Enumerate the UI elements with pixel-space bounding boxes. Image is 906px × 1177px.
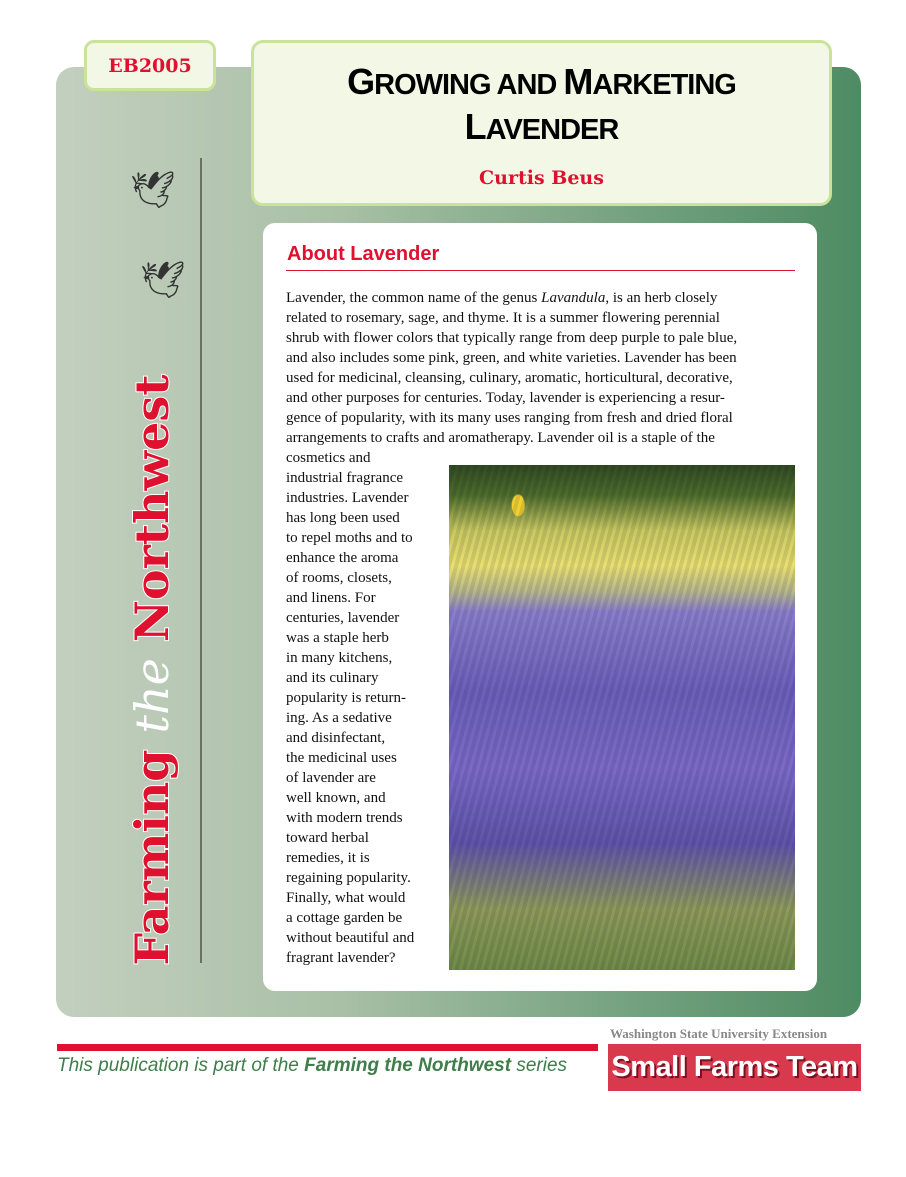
wsu-extension: Washington State University Extension	[610, 1026, 828, 1041]
text-line: gence of popularity, with its many uses ranging from fresh and dried floral	[286, 410, 733, 426]
text-line: in many kitchens,	[286, 650, 393, 666]
text-line: a cottage garden be	[286, 910, 403, 926]
text-line: and also includes some pink, green, and white varieties. Lavender has been	[286, 350, 737, 366]
text-line: toward herbal	[286, 830, 369, 846]
text-line: popularity is return-	[286, 690, 406, 706]
text-line: cosmetics and	[286, 450, 371, 466]
text-line: and linens. For	[286, 590, 376, 606]
text-line: used for medicinal, cleansing, culinary, aromatic, horticultural, decorative,	[286, 370, 733, 386]
body-text-column	[286, 448, 414, 968]
text-line: the medicinal uses	[286, 750, 397, 766]
text-line: and other purposes for centuries. Today, lavender is experiencing a resur-	[286, 390, 725, 406]
text-line: to repel moths and to	[286, 530, 413, 546]
document-title: GROWING AND MARKETING LAVENDER	[347, 61, 736, 147]
text-line: was a staple herb	[286, 630, 389, 646]
text-line: regaining popularity.	[286, 870, 411, 886]
bird-icon: 🕊	[130, 170, 176, 210]
text-line: and its culinary	[286, 670, 379, 686]
text-line: Lavender, the common name of the genus Lavandula, is an herb closely	[286, 290, 718, 306]
text-line: has long been used	[286, 510, 400, 526]
content-card	[263, 223, 817, 991]
lavender-field-photo	[449, 465, 795, 970]
publication-code: EB2005	[84, 40, 216, 91]
text-line: with modern trends	[286, 810, 403, 826]
footer-rule	[57, 1044, 598, 1051]
series-logo: Farming the Northwest	[125, 374, 179, 966]
bird-icon: 🕊	[140, 260, 186, 300]
text-line: fragrant lavender?	[286, 950, 396, 966]
text-line: enhance the aroma	[286, 550, 399, 566]
text-line: remedies, it is	[286, 850, 370, 866]
text-line: industrial fragrance	[286, 470, 404, 486]
small-farms-team-logo: Small Farms Team	[608, 1044, 861, 1091]
text-line: centuries, lavender	[286, 610, 400, 626]
title-box	[251, 40, 832, 206]
author: Curtis Beus	[479, 167, 604, 189]
section-heading: About Lavender	[287, 243, 440, 265]
text-line: ing. As a sedative	[286, 710, 392, 726]
heading-rule	[286, 270, 795, 271]
body-text	[286, 288, 737, 448]
text-line: without beautiful and	[286, 930, 415, 946]
text-line: well known, and	[286, 790, 386, 806]
text-line: related to rosemary, sage, and thyme. It is a summer flowering perennial	[286, 310, 720, 326]
text-line: of rooms, closets,	[286, 570, 392, 586]
series-note: This publication is part of the Farming the Northwest series	[57, 1055, 568, 1076]
text-line: and disinfectant,	[286, 730, 386, 746]
text-line: shrub with flower colors that typically range from deep purple to pale blue,	[286, 330, 738, 346]
text-line: arrangements to crafts and aromatherapy. Lavender oil is a staple of the	[286, 430, 715, 446]
text-line: of lavender are	[286, 770, 376, 786]
text-line: industries. Lavender	[286, 490, 409, 506]
divider	[200, 158, 202, 963]
text-line: Finally, what would	[286, 890, 406, 906]
